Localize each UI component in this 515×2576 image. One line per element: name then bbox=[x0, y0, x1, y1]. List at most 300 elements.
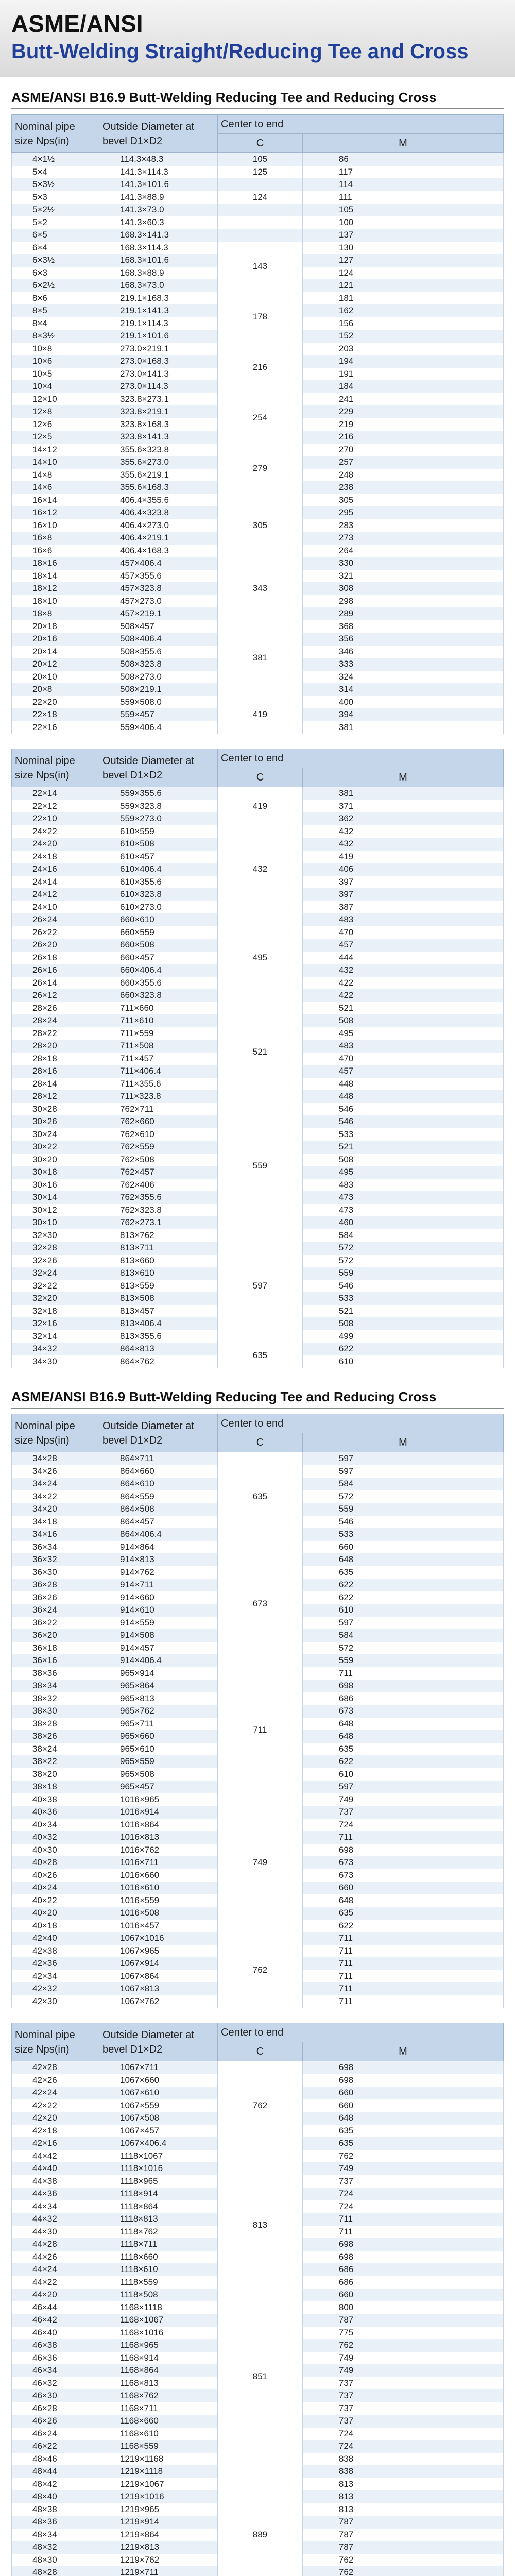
od-cell: 508×273.0 bbox=[99, 671, 218, 684]
c-cell: 124 bbox=[218, 191, 303, 204]
c-cell: 749 bbox=[218, 1793, 303, 1933]
c-cell: 521 bbox=[218, 1002, 303, 1103]
od-cell: 508×323.8 bbox=[99, 658, 218, 671]
od-cell: 711×508 bbox=[99, 1040, 218, 1053]
od-cell: 711×457 bbox=[99, 1053, 218, 1065]
nps-cell: 42×22 bbox=[12, 2099, 99, 2112]
m-cell: 787 bbox=[302, 2516, 503, 2529]
od-cell: 559×273.0 bbox=[99, 812, 218, 825]
m-cell: 698 bbox=[302, 2251, 503, 2264]
nps-cell: 42×38 bbox=[12, 1945, 99, 1958]
nps-cell: 46×32 bbox=[12, 2377, 99, 2390]
c-cell: 143 bbox=[218, 242, 303, 292]
nps-cell: 38×28 bbox=[12, 1718, 99, 1731]
m-cell: 737 bbox=[302, 2377, 503, 2390]
od-cell: 864×559 bbox=[99, 1490, 218, 1503]
od-cell: 406.4×323.8 bbox=[99, 506, 218, 519]
table-sections bbox=[0, 87, 515, 2576]
m-cell: 473 bbox=[302, 1191, 503, 1204]
od-cell: 762×457 bbox=[99, 1166, 218, 1179]
m-cell: 238 bbox=[302, 481, 503, 494]
nps-cell: 20×18 bbox=[12, 620, 99, 633]
m-cell: 289 bbox=[302, 607, 503, 620]
nps-cell: 32×28 bbox=[12, 1242, 99, 1255]
m-cell: 584 bbox=[302, 1478, 503, 1490]
nps-cell: 26×24 bbox=[12, 913, 99, 926]
table-row bbox=[12, 913, 504, 926]
m-cell: 711 bbox=[302, 2226, 503, 2239]
m-cell: 787 bbox=[302, 2529, 503, 2541]
m-cell: 508 bbox=[302, 1014, 503, 1027]
od-cell: 813×406.4 bbox=[99, 1317, 218, 1330]
od-cell: 864×457 bbox=[99, 1516, 218, 1529]
od-cell: 168.3×141.3 bbox=[99, 229, 218, 242]
nps-cell: 36×30 bbox=[12, 1566, 99, 1579]
m-cell: 124 bbox=[302, 267, 503, 280]
nps-cell: 22×16 bbox=[12, 721, 99, 734]
m-cell: 660 bbox=[302, 2289, 503, 2301]
nps-cell: 8×5 bbox=[12, 304, 99, 317]
table-row bbox=[12, 2061, 504, 2074]
m-cell: 711 bbox=[302, 1957, 503, 1970]
table-row bbox=[12, 787, 504, 800]
col-header-nps: Nominal pipe size Nps(in) bbox=[12, 749, 99, 787]
od-cell: 1219×965 bbox=[99, 2503, 218, 2516]
od-cell: 355.6×323.8 bbox=[99, 444, 218, 456]
nps-cell: 38×30 bbox=[12, 1705, 99, 1718]
table-row bbox=[12, 204, 504, 216]
nps-cell: 42×28 bbox=[12, 2061, 99, 2074]
table-row bbox=[12, 2301, 504, 2314]
c-cell: 419 bbox=[218, 696, 303, 734]
nps-cell: 30×26 bbox=[12, 1115, 99, 1128]
table-row bbox=[12, 1229, 504, 1242]
m-cell: 711 bbox=[302, 1945, 503, 1958]
od-cell: 813×762 bbox=[99, 1229, 218, 1242]
od-cell: 1168×610 bbox=[99, 2428, 218, 2441]
nps-cell: 32×24 bbox=[12, 1267, 99, 1280]
nps-cell: 16×12 bbox=[12, 506, 99, 519]
nps-cell: 40×20 bbox=[12, 1907, 99, 1920]
nps-cell: 42×26 bbox=[12, 2074, 99, 2087]
m-cell: 422 bbox=[302, 977, 503, 990]
nps-cell: 40×32 bbox=[12, 1831, 99, 1844]
od-cell: 323.8×219.1 bbox=[99, 405, 218, 418]
nps-cell: 44×28 bbox=[12, 2238, 99, 2251]
od-cell: 610×508 bbox=[99, 838, 218, 851]
m-cell: 635 bbox=[302, 1743, 503, 1756]
od-cell: 114.3×48.3 bbox=[99, 153, 218, 166]
nps-cell: 40×22 bbox=[12, 1894, 99, 1907]
m-cell: 460 bbox=[302, 1216, 503, 1229]
nps-cell: 48×46 bbox=[12, 2453, 99, 2466]
col-header-m: M bbox=[302, 1433, 503, 1452]
section-title: ASME/ANSI B16.9 Butt-Welding Reducing Tee and Reducing Cross bbox=[11, 87, 504, 109]
nps-cell: 40×26 bbox=[12, 1869, 99, 1882]
nps-cell: 38×24 bbox=[12, 1743, 99, 1756]
table-row bbox=[12, 1932, 504, 1945]
od-cell: 457×406.4 bbox=[99, 557, 218, 570]
m-cell: 762 bbox=[302, 2339, 503, 2352]
od-cell: 610×273.0 bbox=[99, 901, 218, 914]
m-cell: 737 bbox=[302, 2402, 503, 2415]
od-cell: 610×457 bbox=[99, 851, 218, 863]
od-cell: 965×610 bbox=[99, 1743, 218, 1756]
m-cell: 762 bbox=[302, 2150, 503, 2163]
od-cell: 141.3×88.9 bbox=[99, 191, 218, 204]
od-cell: 1219×1067 bbox=[99, 2478, 218, 2491]
col-header-od: Outside Diameter at bevel D1×D2 bbox=[99, 749, 218, 787]
nps-cell: 10×8 bbox=[12, 343, 99, 355]
od-cell: 323.8×273.1 bbox=[99, 393, 218, 406]
col-header-m: M bbox=[302, 768, 503, 787]
od-cell: 1219×1168 bbox=[99, 2453, 218, 2466]
m-cell: 559 bbox=[302, 1503, 503, 1516]
od-cell: 864×508 bbox=[99, 1503, 218, 1516]
col-header-nps: Nominal pipe size Nps(in) bbox=[12, 115, 99, 153]
nps-cell: 38×36 bbox=[12, 1667, 99, 1680]
od-cell: 406.4×168.3 bbox=[99, 545, 218, 557]
nps-cell: 44×24 bbox=[12, 2263, 99, 2276]
od-cell: 914×660 bbox=[99, 1591, 218, 1604]
m-cell: 698 bbox=[302, 2074, 503, 2087]
od-cell: 762×355.6 bbox=[99, 1191, 218, 1204]
m-cell: 584 bbox=[302, 1229, 503, 1242]
od-cell: 1067×711 bbox=[99, 2061, 218, 2074]
m-cell: 216 bbox=[302, 431, 503, 444]
table-row bbox=[12, 494, 504, 507]
nps-cell: 6×2½ bbox=[12, 279, 99, 292]
od-cell: 762×660 bbox=[99, 1115, 218, 1128]
od-cell: 1118×1016 bbox=[99, 2162, 218, 2175]
m-cell: 86 bbox=[302, 153, 503, 166]
data-table bbox=[11, 114, 504, 734]
nps-cell: 24×12 bbox=[12, 888, 99, 901]
od-cell: 1067×864 bbox=[99, 1970, 218, 1983]
nps-cell: 12×10 bbox=[12, 393, 99, 406]
od-cell: 813×559 bbox=[99, 1280, 218, 1293]
m-cell: 470 bbox=[302, 926, 503, 939]
m-cell: 432 bbox=[302, 825, 503, 838]
m-cell: 686 bbox=[302, 1692, 503, 1705]
m-cell: 368 bbox=[302, 620, 503, 633]
nps-cell: 38×32 bbox=[12, 1692, 99, 1705]
table-section bbox=[0, 2023, 515, 2576]
m-cell: 400 bbox=[302, 696, 503, 709]
c-cell: 711 bbox=[218, 1667, 303, 1793]
od-cell: 965×762 bbox=[99, 1705, 218, 1718]
od-cell: 1067×457 bbox=[99, 2125, 218, 2138]
od-cell: 1219×914 bbox=[99, 2516, 218, 2529]
nps-cell: 16×14 bbox=[12, 494, 99, 507]
m-cell: 762 bbox=[302, 2566, 503, 2576]
m-cell: 533 bbox=[302, 1128, 503, 1141]
od-cell: 168.3×88.9 bbox=[99, 267, 218, 280]
od-cell: 508×406.4 bbox=[99, 633, 218, 646]
m-cell: 521 bbox=[302, 1305, 503, 1318]
m-cell: 457 bbox=[302, 1065, 503, 1078]
m-cell: 787 bbox=[302, 2541, 503, 2554]
od-cell: 1016×610 bbox=[99, 1882, 218, 1894]
m-cell: 362 bbox=[302, 812, 503, 825]
m-cell: 610 bbox=[302, 1355, 503, 1368]
od-cell: 1219×1118 bbox=[99, 2465, 218, 2478]
od-cell: 914×864 bbox=[99, 1541, 218, 1554]
m-cell: 546 bbox=[302, 1280, 503, 1293]
od-cell: 610×323.8 bbox=[99, 888, 218, 901]
nps-cell: 42×20 bbox=[12, 2112, 99, 2125]
nps-cell: 44×34 bbox=[12, 2200, 99, 2213]
m-cell: 105 bbox=[302, 204, 503, 216]
table-section bbox=[0, 87, 515, 734]
col-header-nps: Nominal pipe size Nps(in) bbox=[12, 2023, 99, 2061]
col-header-c: C bbox=[218, 768, 303, 787]
od-cell: 1118×559 bbox=[99, 2276, 218, 2289]
od-cell: 762×610 bbox=[99, 1128, 218, 1141]
od-cell: 1016×965 bbox=[99, 1793, 218, 1806]
nps-cell: 48×30 bbox=[12, 2554, 99, 2567]
od-cell: 219.1×168.3 bbox=[99, 292, 218, 305]
table-row bbox=[12, 696, 504, 709]
nps-cell: 28×26 bbox=[12, 1002, 99, 1015]
od-cell: 813×711 bbox=[99, 1242, 218, 1255]
c-cell: 419 bbox=[218, 787, 303, 825]
table-row bbox=[12, 191, 504, 204]
nps-cell: 38×22 bbox=[12, 1755, 99, 1768]
m-cell: 273 bbox=[302, 532, 503, 545]
od-cell: 965×660 bbox=[99, 1730, 218, 1743]
od-cell: 1118×914 bbox=[99, 2188, 218, 2200]
table-row bbox=[12, 1793, 504, 1806]
m-cell: 698 bbox=[302, 1680, 503, 1692]
od-cell: 864×711 bbox=[99, 1452, 218, 1465]
nps-cell: 42×30 bbox=[12, 1995, 99, 2008]
m-cell: 749 bbox=[302, 2162, 503, 2175]
m-cell: 622 bbox=[302, 1755, 503, 1768]
nps-cell: 46×36 bbox=[12, 2352, 99, 2365]
m-cell: 724 bbox=[302, 2428, 503, 2441]
od-cell: 1067×965 bbox=[99, 1945, 218, 1958]
m-cell: 508 bbox=[302, 1317, 503, 1330]
m-cell: 597 bbox=[302, 1452, 503, 1465]
page-header bbox=[0, 0, 515, 77]
od-cell: 660×559 bbox=[99, 926, 218, 939]
nps-cell: 6×4 bbox=[12, 242, 99, 255]
nps-cell: 42×34 bbox=[12, 1970, 99, 1983]
od-cell: 914×406.4 bbox=[99, 1654, 218, 1667]
m-cell: 387 bbox=[302, 901, 503, 914]
m-cell: 111 bbox=[302, 191, 503, 204]
m-cell: 419 bbox=[302, 851, 503, 863]
m-cell: 346 bbox=[302, 646, 503, 658]
nps-cell: 48×42 bbox=[12, 2478, 99, 2491]
c-cell bbox=[218, 178, 303, 191]
od-cell: 660×508 bbox=[99, 939, 218, 952]
nps-cell: 30×14 bbox=[12, 1191, 99, 1204]
od-cell: 914×508 bbox=[99, 1629, 218, 1642]
nps-cell: 48×40 bbox=[12, 2490, 99, 2503]
nps-cell: 38×18 bbox=[12, 1781, 99, 1793]
m-cell: 533 bbox=[302, 1528, 503, 1541]
od-cell: 813×610 bbox=[99, 1267, 218, 1280]
m-cell: 298 bbox=[302, 595, 503, 608]
table-row bbox=[12, 444, 504, 456]
m-cell: 219 bbox=[302, 418, 503, 431]
nps-cell: 16×6 bbox=[12, 545, 99, 557]
m-cell: 813 bbox=[302, 2503, 503, 2516]
m-cell: 314 bbox=[302, 683, 503, 696]
nps-cell: 26×20 bbox=[12, 939, 99, 952]
m-cell: 838 bbox=[302, 2465, 503, 2478]
m-cell: 610 bbox=[302, 1604, 503, 1617]
data-table bbox=[11, 2023, 504, 2576]
od-cell: 660×323.8 bbox=[99, 989, 218, 1002]
od-cell: 965×508 bbox=[99, 1768, 218, 1781]
m-cell: 270 bbox=[302, 444, 503, 456]
nps-cell: 44×32 bbox=[12, 2213, 99, 2226]
m-cell: 495 bbox=[302, 1027, 503, 1040]
od-cell: 406.4×273.0 bbox=[99, 519, 218, 532]
m-cell: 100 bbox=[302, 216, 503, 229]
c-cell: 254 bbox=[218, 393, 303, 444]
od-cell: 559×355.6 bbox=[99, 787, 218, 800]
m-cell: 711 bbox=[302, 1831, 503, 1844]
od-cell: 273.0×141.3 bbox=[99, 368, 218, 381]
nps-cell: 46×28 bbox=[12, 2402, 99, 2415]
nps-cell: 30×12 bbox=[12, 1204, 99, 1217]
nps-cell: 24×20 bbox=[12, 838, 99, 851]
m-cell: 724 bbox=[302, 2188, 503, 2200]
m-cell: 749 bbox=[302, 1793, 503, 1806]
nps-cell: 28×22 bbox=[12, 1027, 99, 1040]
od-cell: 1168×914 bbox=[99, 2352, 218, 2365]
nps-cell: 40×28 bbox=[12, 1856, 99, 1869]
m-cell: 432 bbox=[302, 964, 503, 977]
od-cell: 168.3×101.6 bbox=[99, 254, 218, 267]
m-cell: 191 bbox=[302, 368, 503, 381]
nps-cell: 46×26 bbox=[12, 2415, 99, 2428]
m-cell: 324 bbox=[302, 671, 503, 684]
od-cell: 1168×711 bbox=[99, 2402, 218, 2415]
nps-cell: 40×36 bbox=[12, 1806, 99, 1819]
m-cell: 737 bbox=[302, 1806, 503, 1819]
nps-cell: 46×22 bbox=[12, 2440, 99, 2453]
od-cell: 610×406.4 bbox=[99, 863, 218, 876]
nps-cell: 24×14 bbox=[12, 876, 99, 889]
od-cell: 1016×559 bbox=[99, 1894, 218, 1907]
od-cell: 1067×762 bbox=[99, 1995, 218, 2008]
od-cell: 1067×406.4 bbox=[99, 2137, 218, 2150]
m-cell: 724 bbox=[302, 2440, 503, 2453]
od-cell: 1168×762 bbox=[99, 2389, 218, 2402]
od-cell: 1168×864 bbox=[99, 2364, 218, 2377]
m-cell: 559 bbox=[302, 1654, 503, 1667]
nps-cell: 8×6 bbox=[12, 292, 99, 305]
nps-cell: 8×3½ bbox=[12, 330, 99, 343]
m-cell: 127 bbox=[302, 254, 503, 267]
od-cell: 965×914 bbox=[99, 1667, 218, 1680]
nps-cell: 40×18 bbox=[12, 1920, 99, 1933]
m-cell: 813 bbox=[302, 2478, 503, 2491]
od-cell: 355.6×168.3 bbox=[99, 481, 218, 494]
data-table bbox=[11, 1414, 504, 2008]
od-cell: 219.1×141.3 bbox=[99, 304, 218, 317]
m-cell: 737 bbox=[302, 2389, 503, 2402]
nps-cell: 36×18 bbox=[12, 1642, 99, 1655]
od-cell: 508×219.1 bbox=[99, 683, 218, 696]
od-cell: 1118×508 bbox=[99, 2289, 218, 2301]
m-cell: 305 bbox=[302, 494, 503, 507]
nps-cell: 22×18 bbox=[12, 708, 99, 721]
od-cell: 1118×864 bbox=[99, 2200, 218, 2213]
table-row bbox=[12, 2150, 504, 2163]
c-cell: 889 bbox=[218, 2453, 303, 2576]
nps-cell: 44×30 bbox=[12, 2226, 99, 2239]
m-cell: 635 bbox=[302, 1566, 503, 1579]
nps-cell: 20×16 bbox=[12, 633, 99, 646]
col-header-center: Center to end bbox=[218, 115, 504, 134]
od-cell: 1168×1118 bbox=[99, 2301, 218, 2314]
nps-cell: 42×24 bbox=[12, 2087, 99, 2099]
m-cell: 229 bbox=[302, 405, 503, 418]
nps-cell: 42×36 bbox=[12, 1957, 99, 1970]
m-cell: 749 bbox=[302, 2352, 503, 2365]
table-section bbox=[0, 749, 515, 1368]
m-cell: 521 bbox=[302, 1002, 503, 1015]
m-cell: 648 bbox=[302, 1894, 503, 1907]
od-cell: 559×323.8 bbox=[99, 800, 218, 813]
nps-cell: 5×2 bbox=[12, 216, 99, 229]
nps-cell: 28×20 bbox=[12, 1040, 99, 1053]
m-cell: 117 bbox=[302, 166, 503, 179]
m-cell: 321 bbox=[302, 570, 503, 583]
od-cell: 1118×711 bbox=[99, 2238, 218, 2251]
nps-cell: 22×10 bbox=[12, 812, 99, 825]
table-row bbox=[12, 242, 504, 255]
nps-cell: 32×20 bbox=[12, 1292, 99, 1305]
od-cell: 1219×711 bbox=[99, 2566, 218, 2576]
m-cell: 533 bbox=[302, 1292, 503, 1305]
m-cell: 114 bbox=[302, 178, 503, 191]
nps-cell: 34×28 bbox=[12, 1452, 99, 1465]
m-cell: 457 bbox=[302, 939, 503, 952]
col-header-nps: Nominal pipe size Nps(in) bbox=[12, 1414, 99, 1452]
nps-cell: 5×4 bbox=[12, 166, 99, 179]
m-cell: 546 bbox=[302, 1516, 503, 1529]
od-cell: 141.3×114.3 bbox=[99, 166, 218, 179]
nps-cell: 14×10 bbox=[12, 456, 99, 469]
nps-cell: 44×40 bbox=[12, 2162, 99, 2175]
m-cell: 660 bbox=[302, 2087, 503, 2099]
od-cell: 1168×660 bbox=[99, 2415, 218, 2428]
m-cell: 559 bbox=[302, 1267, 503, 1280]
c-cell: 495 bbox=[218, 913, 303, 1002]
m-cell: 673 bbox=[302, 1705, 503, 1718]
nps-cell: 40×38 bbox=[12, 1793, 99, 1806]
nps-cell: 34×16 bbox=[12, 1528, 99, 1541]
m-cell: 499 bbox=[302, 1330, 503, 1343]
c-cell bbox=[218, 229, 303, 242]
c-cell: 381 bbox=[218, 620, 303, 696]
nps-cell: 36×32 bbox=[12, 1553, 99, 1566]
nps-cell: 24×10 bbox=[12, 901, 99, 914]
nps-cell: 30×16 bbox=[12, 1179, 99, 1192]
od-cell: 219.1×114.3 bbox=[99, 317, 218, 330]
od-cell: 141.3×73.0 bbox=[99, 204, 218, 216]
c-cell: 279 bbox=[218, 444, 303, 494]
nps-cell: 18×14 bbox=[12, 570, 99, 583]
od-cell: 711×660 bbox=[99, 1002, 218, 1015]
